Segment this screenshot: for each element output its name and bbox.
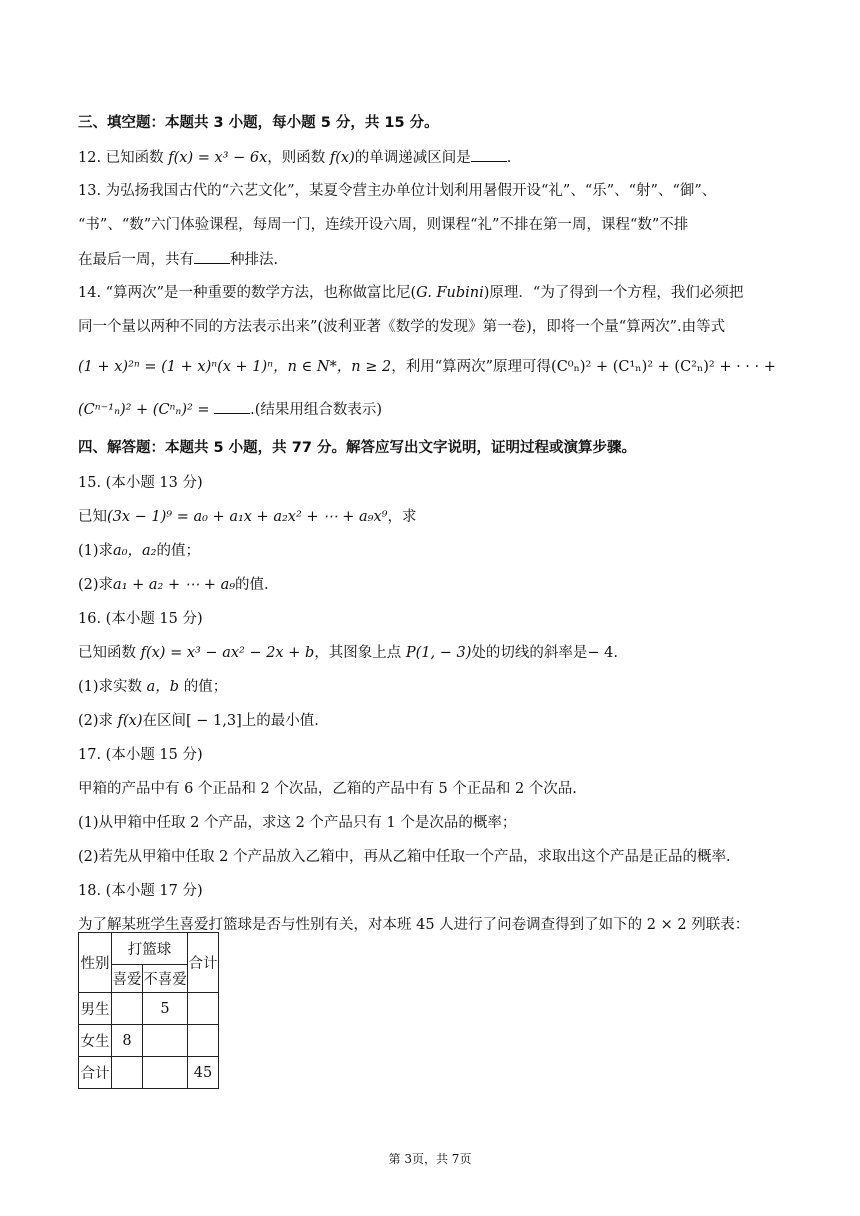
- answer-blank: [214, 399, 250, 414]
- answer-blank: [471, 147, 507, 162]
- table-row: 合计 45: [79, 1057, 219, 1089]
- table-row: 男生 5: [79, 993, 219, 1025]
- question-14-line-1: 14. “算两次”是一种重要的数学方法，也称做富比尼(G. Fubini)原理．“为了得到一个方程，我们必须把: [78, 285, 744, 301]
- question-17-line-1: 甲箱的产品中有 6 个正品和 2 个次品，乙箱的产品中有 5 个正品和 2 个次品.: [78, 781, 577, 797]
- header-like: 喜爱: [112, 965, 143, 993]
- question-14-line-3: (1 + x)²ⁿ = (1 + x)ⁿ(x + 1)ⁿ，n ∈ N*，n ≥ 2，利用“算两次”原理可得(C⁰ₙ)² + (C¹ₙ)² + (C²ₙ)² + · · · +: [78, 359, 776, 375]
- question-15-line-2: (1)求a₀，a₂的值；: [78, 543, 200, 559]
- question-17-line-3: (2)若先从甲箱中任取 2 个产品放入乙箱中，再从乙箱中任取一个产品，求取出这个产品是正品的概率.: [78, 849, 731, 865]
- question-16-heading: 16. (本小题 15 分): [78, 611, 203, 627]
- question-12: 12. 已知函数 f(x) = x³ − 6x，则函数 f(x)的单调递减区间是 .: [78, 147, 511, 168]
- question-15-line-3: (2)求a₁ + a₂ + ⋯ + a₉的值.: [78, 577, 269, 593]
- answer-blank: [194, 249, 230, 264]
- question-16-line-1: 已知函数 f(x) = x³ − ax² − 2x + b，其图象上点 P(1, − 3)处的切线的斜率是− 4.: [78, 645, 618, 661]
- question-14-line-4: (Cⁿ⁻¹ₙ)² + (Cⁿₙ)² = .(结果用组合数表示): [78, 399, 382, 420]
- question-15-heading: 15. (本小题 13 分): [78, 475, 203, 491]
- question-13-line-1: 13. 为弘扬我国古代的“六艺文化”，某夏令营主办单位计划利用暑假开设“礼”、“乐”、“射”、“御”、: [78, 183, 717, 199]
- question-13-line-3: 在最后一周，共有 种排法.: [78, 249, 278, 270]
- header-gender: 性别: [79, 933, 112, 993]
- section-3-heading: 三、填空题：本题共 3 小题，每小题 5 分，共 15 分。: [78, 115, 439, 131]
- question-18-heading: 18. (本小题 17 分): [78, 883, 203, 899]
- question-17-heading: 17. (本小题 15 分): [78, 747, 203, 763]
- question-13-line-2: “书”、“数”六门体验课程，每周一门，连续开设六周，则课程“礼”不排在第一周，课程“数”不排: [78, 217, 689, 233]
- section-4-heading: 四、解答题：本题共 5 小题，共 77 分。解答应写出文字说明，证明过程或演算步骤。: [78, 440, 636, 456]
- question-15-line-1: 已知(3x − 1)⁹ = a₀ + a₁x + a₂x² + ⋯ + a₉x⁹，求: [78, 509, 417, 525]
- question-16-line-2: (1)求实数 a，b 的值；: [78, 679, 228, 695]
- question-18-line-1: 为了解某班学生喜爱打篮球是否与性别有关，对本班 45 人进行了问卷调查得到了如下的 2 × 2 列联表：: [78, 917, 750, 933]
- page-footer: 第 3页，共 7页: [388, 1152, 472, 1166]
- question-16-line-3: (2)求 f(x)在区间[ − 1,3]上的最小值.: [78, 713, 319, 729]
- header-dislike: 不喜爱: [143, 965, 188, 993]
- question-14-line-2: 同一个量以两种不同的方法表示出来”(波利亚著《数学的发现》第一卷)，即将一个量“算两次”.由等式: [78, 319, 726, 335]
- contingency-table: [78, 932, 219, 1089]
- question-17-line-2: (1)从甲箱中任取 2 个产品，求这 2 个产品只有 1 个是次品的概率；: [78, 815, 517, 831]
- header-basketball: 打篮球: [112, 933, 188, 965]
- table-row: 女生 8: [79, 1025, 219, 1057]
- header-total: 合计: [188, 933, 219, 993]
